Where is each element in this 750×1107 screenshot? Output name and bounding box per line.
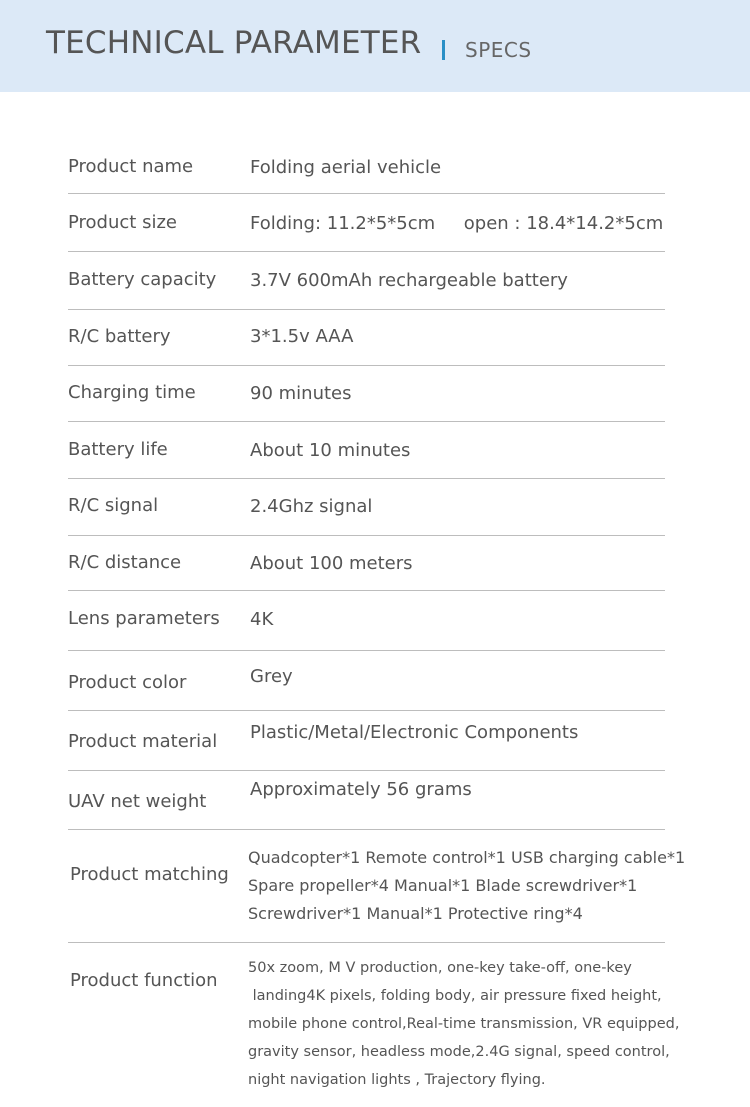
function-line: night navigation lights , Trajectory flying. (248, 1072, 546, 1088)
function-line: mobile phone control,Real-time transmission, VR equipped, (248, 1016, 680, 1032)
spec-label-charging-time: Charging time (68, 382, 196, 403)
spec-value-battery-capacity: 3.7V 600mAh rechargeable battery (250, 270, 568, 291)
spec-label-rc-battery: R/C battery (68, 326, 171, 347)
page-title: TECHNICAL PARAMETER (46, 25, 422, 61)
row-divider (68, 421, 665, 422)
spec-label-rc-signal: R/C signal (68, 495, 159, 516)
row-divider (68, 478, 665, 479)
matching-line: Screwdriver*1 Manual*1 Protective ring*4 (248, 904, 583, 923)
matching-line: Spare propeller*4 Manual*1 Blade screwdriver*1 (248, 876, 638, 895)
title-separator (442, 40, 445, 60)
spec-label-battery-life: Battery life (68, 439, 168, 460)
row-divider (68, 535, 665, 536)
function-line: gravity sensor, headless mode,2.4G signal, speed control, (248, 1044, 670, 1060)
spec-value-product-matching (248, 844, 685, 928)
spec-value-battery-life: About 10 minutes (250, 440, 411, 461)
spec-label-product-function: Product function (70, 970, 218, 991)
spec-value-charging-time: 90 minutes (250, 383, 352, 404)
spec-label-product-material: Product material (68, 731, 218, 752)
spec-label-product-matching: Product matching (70, 864, 229, 885)
function-line: 50x zoom, M V production, one-key take-off, one-key (248, 960, 632, 976)
row-divider (68, 770, 665, 771)
spec-label-product-color: Product color (68, 672, 187, 693)
matching-line: Quadcopter*1 Remote control*1 USB charging cable*1 (248, 848, 686, 867)
row-divider (68, 309, 665, 310)
row-divider (68, 251, 665, 252)
spec-label-product-size: Product size (68, 212, 177, 233)
row-divider (68, 650, 665, 651)
page-subtitle: SPECS (465, 38, 532, 62)
row-divider (68, 942, 665, 943)
spec-value-product-function (248, 954, 679, 1094)
spec-value-rc-distance: About 100 meters (250, 553, 413, 574)
row-divider (68, 193, 665, 194)
spec-value-product-color: Grey (250, 666, 293, 687)
spec-value-rc-signal: 2.4Ghz signal (250, 496, 373, 517)
row-divider (68, 365, 665, 366)
row-divider (68, 590, 665, 591)
row-divider (68, 710, 665, 711)
spec-value-product-size: Folding: 11.2*5*5cm open : 18.4*14.2*5cm (250, 213, 664, 234)
spec-label-product-name: Product name (68, 156, 194, 177)
spec-value-rc-battery: 3*1.5v AAA (250, 326, 354, 347)
function-line: landing4K pixels, folding body, air pressure fixed height, (248, 988, 662, 1004)
spec-label-uav-net-weight: UAV net weight (68, 791, 207, 812)
spec-label-rc-distance: R/C distance (68, 552, 182, 573)
header-banner (0, 0, 750, 92)
spec-value-product-material: Plastic/Metal/Electronic Components (250, 722, 579, 743)
spec-value-uav-net-weight: Approximately 56 grams (250, 779, 472, 800)
spec-value-lens-parameters: 4K (250, 609, 274, 630)
spec-label-lens-parameters: Lens parameters (68, 608, 220, 629)
spec-value-product-name: Folding aerial vehicle (250, 157, 442, 178)
row-divider (68, 829, 665, 830)
spec-label-battery-capacity: Battery capacity (68, 269, 217, 290)
